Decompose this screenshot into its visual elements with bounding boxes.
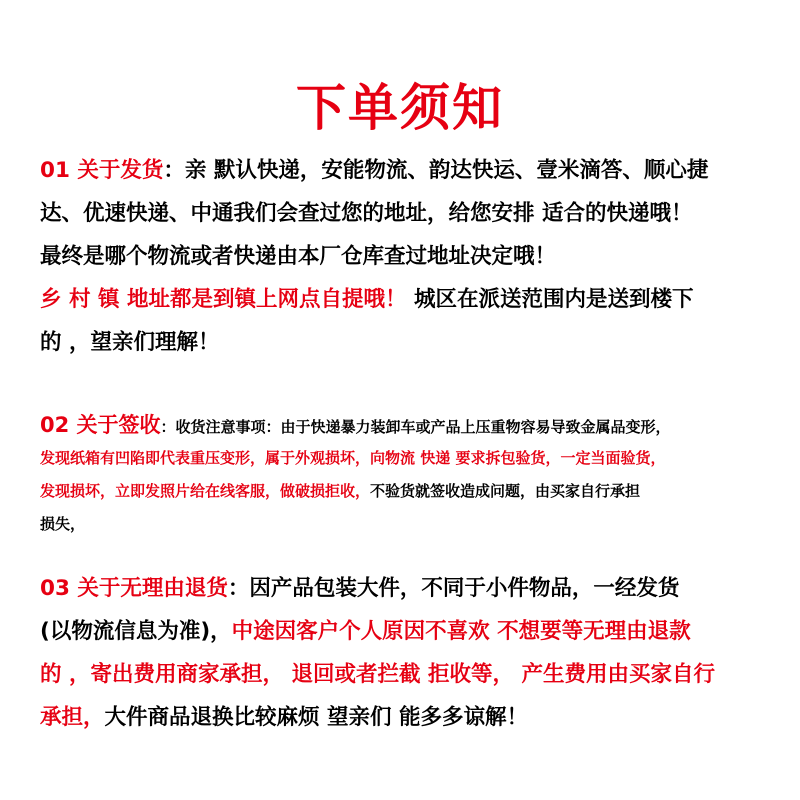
- receipt-liability-text: 不验货就签收造成问题，由买家自行承担: [370, 482, 641, 500]
- page-title: 下单须知: [296, 79, 504, 137]
- returns-closing-text: 大件商品退换比较麻烦 望亲们 能多多谅解！: [104, 705, 528, 730]
- receipt-line-3: [40, 477, 790, 510]
- returns-text-1: ：因产品包装大件，不同于小件物品，一经发货: [227, 576, 680, 601]
- section-receipt: [40, 411, 790, 543]
- returns-line-2: [40, 614, 790, 657]
- returns-heading: 03 关于无理由退货: [40, 576, 228, 601]
- receipt-heading: 02 关于签收: [40, 413, 161, 437]
- shipping-line-4: [40, 282, 790, 325]
- receipt-line-1: [40, 411, 790, 444]
- shipping-heading: 01 关于发货: [40, 158, 164, 183]
- returns-merchant-cost: 的 ，寄出费用商家承担，: [40, 662, 284, 687]
- shipping-line-5: 的 ，望亲们理解！: [40, 330, 220, 355]
- returns-logistics-note: (以物流信息为准)，: [40, 619, 232, 644]
- returns-intercept-note: 退回或者拦截 拒收等，: [291, 662, 514, 687]
- returns-buyer-bears: 承担，: [40, 705, 105, 730]
- receipt-line-4: 损失，: [40, 515, 86, 533]
- shipping-city-notice: 城区在派送范围内是送到楼下: [413, 287, 694, 312]
- returns-line-3: [40, 657, 790, 700]
- shipping-rural-notice: 乡 村 镇 地址都是到镇上网点自提哦！: [40, 287, 407, 312]
- returns-refund-notice: 中途因客户个人原因不喜欢 不想要等无理由退款: [231, 619, 691, 644]
- shipping-line-3: 最终是哪个物流或者快递由本厂仓库查过地址决定哦！: [40, 244, 557, 269]
- shipping-text-1: ：亲 默认快递，安能物流、韵达快运、壹米滴答、顺心捷: [163, 158, 709, 183]
- shipping-line-1: [40, 153, 790, 196]
- section-returns: [40, 571, 790, 743]
- returns-buyer-cost: 产生费用由买家自行: [521, 662, 716, 687]
- returns-line-4: [40, 700, 790, 743]
- shipping-line-2: 达、优速快递、中通我们会查过您的地址，给您安排 适合的快递哦！: [40, 201, 693, 226]
- receipt-damage-notice: 发现损坏，立即发照片给在线客服，做破损拒收，: [40, 482, 371, 500]
- receipt-text-1: ：收货注意事项：由于快递暴力装卸车或产品上压重物容易导致金属品变形，: [160, 418, 671, 436]
- returns-line-1: [40, 571, 790, 614]
- receipt-line-2: 发现纸箱有凹陷即代表重压变形，属于外观损坏，向物流 快递 要求拆包验货，一定当面验货，: [40, 449, 666, 467]
- section-shipping: [40, 153, 790, 368]
